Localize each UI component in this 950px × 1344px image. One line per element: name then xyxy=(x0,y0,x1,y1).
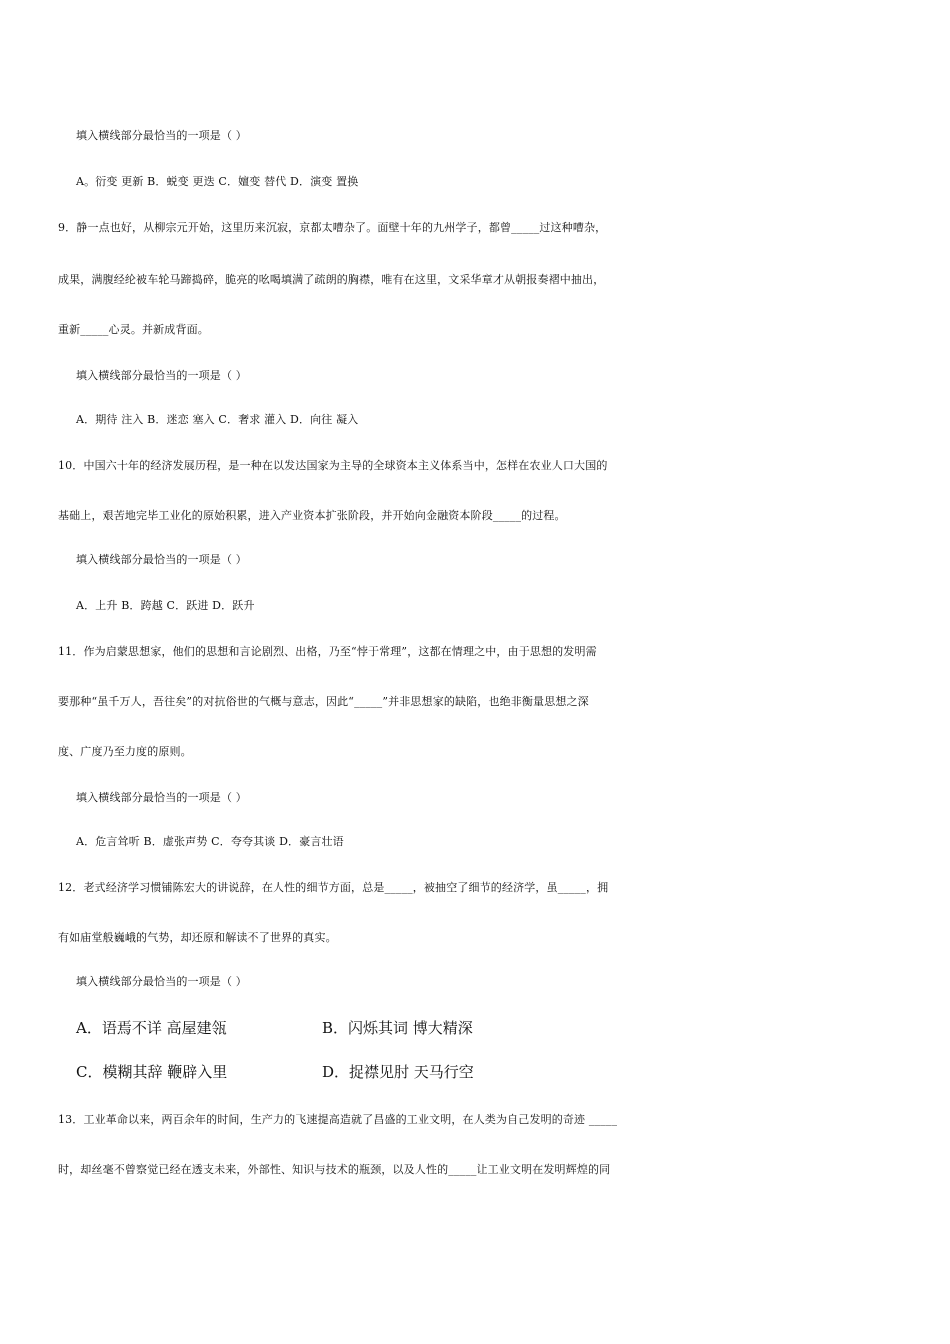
question-prompt: 填入横线部分最恰当的一项是（ ） xyxy=(76,975,247,988)
answer-options: A．期待 注入 B．迷恋 塞入 C．奢求 灌入 D．向往 凝入 xyxy=(76,413,359,426)
answer-options: A。衍变 更新 B．蜕变 更迭 C．嬗变 替代 D．演变 置换 xyxy=(76,175,359,188)
option-c: C．模糊其辞 鞭辟入里 xyxy=(76,1063,228,1081)
question-prompt: 填入横线部分最恰当的一项是（ ） xyxy=(76,791,247,804)
question-13-text: 时，却丝毫不曾察觉已经在透支未来，外部性、知识与技术的瓶颈，以及人性的_____让工业文明在发明辉煌的同 xyxy=(58,1163,611,1176)
answer-options: A．危言耸听 B．虚张声势 C．夸夸其谈 D．豪言壮语 xyxy=(76,835,344,848)
question-10-text: 基础上，艰苦地完毕工业化的原始积累，进入产业资本扩张阶段，并开始向金融资本阶段_____的过程。 xyxy=(58,509,566,522)
question-11-text: 度、广度乃至力度的原则。 xyxy=(58,745,192,758)
answer-options: A．上升 B．跨越 C．跃进 D．跃升 xyxy=(76,599,255,612)
question-10-text: 10．中国六十年的经济发展历程，是一种在以发达国家为主导的全球资本主义体系当中，怎样在农业人口大国的 xyxy=(58,459,608,472)
question-9-text: 成果，满腹经纶被车轮马蹄捣碎，脆亮的吆喝填满了疏朗的胸襟，唯有在这里，文采华章才从朝报奏褶中抽出， xyxy=(58,273,605,286)
question-prompt: 填入横线部分最恰当的一项是（ ） xyxy=(76,369,247,382)
question-9-text: 重新_____心灵。并新成背面。 xyxy=(58,323,209,336)
option-b: B．闪烁其词 博大精深 xyxy=(322,1019,473,1037)
option-d: D．捉襟见肘 天马行空 xyxy=(322,1063,474,1081)
option-a: A．语焉不详 高屋建瓴 xyxy=(76,1019,227,1037)
question-11-text: 11．作为启蒙思想家，他们的思想和言论剧烈、出格，乃至“悖于常理”，这都在情理之中，由于思想的发明需 xyxy=(58,645,597,658)
question-12-text: 有如庙堂般巍峨的气势，却还原和解读不了世界的真实。 xyxy=(58,931,337,944)
question-12-text: 12．老式经济学习惯铺陈宏大的讲说辞，在人性的细节方面，总是_____，被抽空了细节的经济学，虽_____，拥 xyxy=(58,881,609,894)
question-prompt: 填入横线部分最恰当的一项是（ ） xyxy=(76,553,247,566)
question-prompt: 填入横线部分最恰当的一项是（ ） xyxy=(76,129,247,142)
question-11-text: 要那种“虽千万人，吾往矣”的对抗俗世的气概与意志，因此“_____”并非思想家的缺陷，也绝非衡量思想之深 xyxy=(58,695,589,708)
question-13-text: 13．工业革命以来，两百余年的时间，生产力的飞速提高造就了昌盛的工业文明，在人类为自己发明的奇迹 _____ xyxy=(58,1113,618,1126)
question-9-text: 9．静一点也好，从柳宗元开始，这里历来沉寂，京都太嘈杂了。面壁十年的九州学子，都曾_____过这种嘈杂， xyxy=(58,221,607,234)
